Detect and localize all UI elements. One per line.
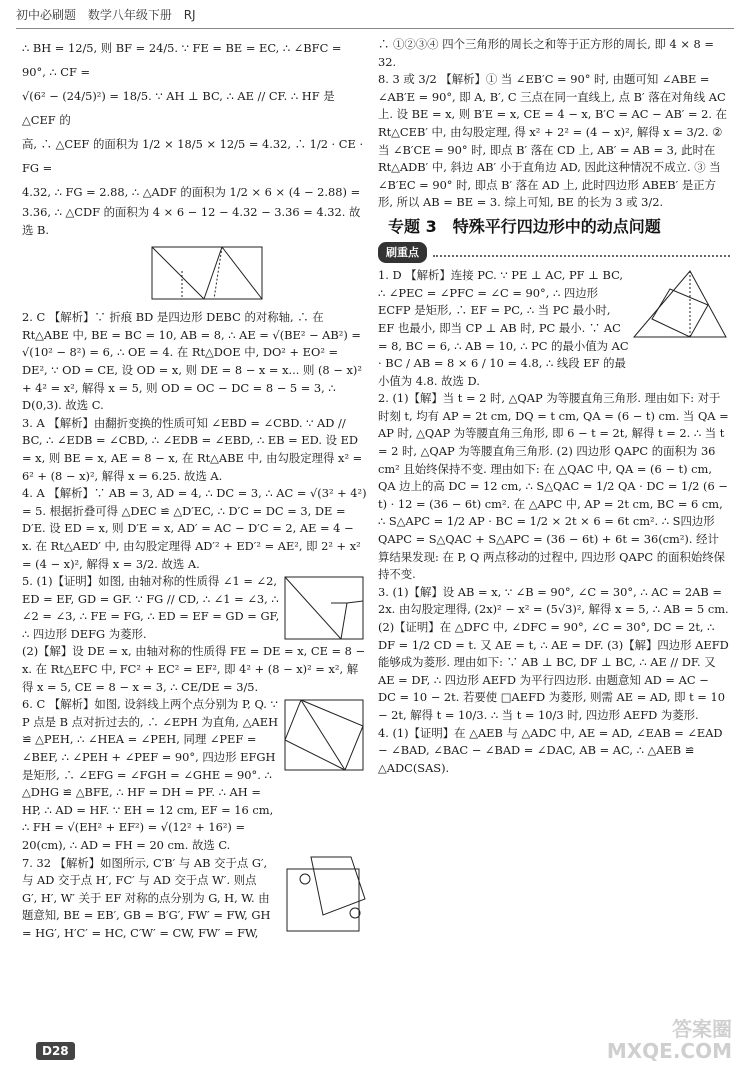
text-line: ∴ BH = 12/5, 则 BF = 24/5. ∵ FE = BE = EC, ∴ ∠BFC = 90°, ∴ CF = [22, 41, 342, 79]
text-line: 高, ∴ △CEF 的面积为 1/2 × 18/5 × 12/5 = 4.32, ∴ 1/2 · CE · FG = [22, 137, 364, 175]
figure-fold-rectangle [281, 573, 367, 643]
edition-label: RJ [183, 8, 196, 22]
answer-5-row [22, 573, 367, 643]
figure-right-triangle [630, 267, 730, 341]
text-line: √(6² − (24/5)²) = 18/5. ∵ AH ⊥ BC, ∴ AE // CF. ∴ HF 是△CEF 的 [22, 89, 335, 127]
book-title: 初中必刷题 [16, 8, 77, 22]
answer-8: 8. 3 或 3/2 【解析】① 当 ∠EB′C = 90° 时, 由题可知 ∠ABE = ∠AB′E = 90°, 即 A, B′, C 三点在同一直线上, 点 B′ 落在对角线 AC 上. 设 BE = x, 则 B′E = x, CE = 4 − x, B′C = AC − AB′ = 2. 在 Rt△CEB′ 中, 由勾股定理, 得 x² + 2² = (4 − x)², 解得 x = 3/2. ② 当 ∠B′CE = 90° 时, 即点 B′ 落在 CD 上, AB′ = AB = 3, 此时在 Rt△ADB′ 中, 斜边 AB′ 小于直角边 AD, 因此这种情况不成立. ③ 当 ∠B′EC = 90° 时, 即点 B′ 落在 AD 上, 此时四边形 ABEB′ 是正方形, 所以 AB = BE = 3. 综上可知, BE 的长为 3 或 3/2. [378, 72, 728, 210]
answer-4: 4. A 【解析】∵ AB = 3, AD = 4, ∴ DC = 3, ∴ AC = √(3² + 4²) = 5. 根据折叠可得 △DEC ≌ △D′EC, ∴ D′C = DC = 3, DE = D′E. 设 ED = x, 则 D′E = x, AD′ = AC − D′C = 2, AE = 4 − x. 在 Rt△AED′ 中, 由勾股定理得 AD′² + ED′² = AE², 即 2² + x² = (4 − x)², 解得 x = 3/2. 故选 A. [22, 486, 367, 571]
answer-7: 7. 32 【解析】如图所示, C′B′ 与 AB 交于点 G′, 与 AD 交于点 H′, FC′ 与 AD 交于点 W′. 则点 G′, H′, W′ 关于 EF 对称的点分别为 G, H, W. 由题意知, BE = EB′, GB = B′G′, FW′ = FW, GH = HG′, H′C′ = HC, C′W′ = CW, FW′ = FW, [22, 855, 271, 940]
watermark-line1: 答案圈 [672, 1017, 732, 1041]
badge-row [378, 242, 730, 264]
watermark-line2: MXQE.COM [606, 1039, 732, 1063]
left-column [22, 36, 367, 943]
section-title: 专题 3 特殊平行四边形中的动点问题 [388, 216, 661, 236]
subject-title: 数学八年级下册 [87, 8, 172, 22]
problem-3: 3. (1)【解】设 AB = x, ∵ ∠B = 90°, ∠C = 30°, ∴ AC = 2AB = 2x. 由勾股定理得, (2x)² − x² = (5√3)², 解得 x = 5, ∴ AB = 5 cm. (2)【证明】在 △DFC 中, ∠DFC = 90°, ∠C = 30°, DC = 2t, ∴ DF = 1/2 CD = t. 又 AE = t, ∴ AE = DF. (3)【解】四边形 AEFD 能够成为菱形. 理由如下: ∵ AB ⊥ BC, DF ⊥ BC, ∴ AE // DF. 又 AE = DF, ∴ 四边形 AEFD 为平行四边形. 由题意知 AD = AC − DC = 10 − 2t. 若要使 □AEFD 为菱形, 则需 AE = AD, 即 t = 10 − 2t, 解得 t = 10/3. ∴ 当 t = 10/3 时, 四边形 AEFD 为菱形. [378, 584, 729, 722]
section-heading [378, 218, 730, 236]
key-badge: 刷重点 [378, 242, 427, 264]
problem-1-row [378, 267, 730, 390]
answer-5-part1: 5. (1)【证明】如图, 由轴对称的性质得 ∠1 = ∠2, ED = EF, GD = GF. ∵ FG // CD, ∴ ∠1 = ∠3, ∴ ∠2 = ∠3, ∴ FE = FG, ∴ ED = EF = GD = GF, ∴ 四边形 DEFG 为菱形. [22, 574, 280, 641]
answer-7-cont: ∴ ①②③④ 四个三角形的周长之和等于正方形的周长, 即 4 × 8 = 32. [378, 37, 714, 69]
answer-6: 6. C 【解析】如图, 设斜线上两个点分别为 P, Q. ∵ P 点是 B 点对折过去的, ∴ ∠EPH 为直角, △AEH ≌ △PEH, ∴ ∠HEA = ∠PEH, 同理 ∠PEF = ∠BEF, ∴ ∠PEH + ∠PEF = 90°, 四边形 EFGH 是矩形, ∴ ∠EFG = ∠FGH = ∠GHE = 90°. ∴ △DHG ≌ △BFE, ∴ HF = DH = PF. ∴ AH = HP, ∴ AD = HF. ∵ EH = 12 cm, EF = 16 cm, ∴ FH = √(EH² + EF²) = √(12² + 16²) = 20(cm), ∴ AD = FH = 20 cm. 故选 C. [22, 697, 279, 852]
dotted-divider [433, 247, 730, 257]
problem-2: 2. (1)【解】当 t = 2 时, △QAP 为等腰直角三角形. 理由如下: 对于时刻 t, 均有 AP = 2t cm, DQ = t cm, QA = (6 − t) cm. 当 QA = AP 时, △QAP 为等腰直角三角形, 即 6 − t = 2t, 解得 t = 2. ∴ 当 t = 2 时, △QAP 为等腰直角三角形. (2) 四边形 QAPC 的面积为 36 cm² 且始终保持不变. 理由如下: 在 △QAC 中, QA = (6 − t) cm, QA 边上的高 DC = 12 cm, ∴ S△QAC = 1/2 QA · DC = 1/2 (6 − t) · 12 = (36 − 6t) cm². 在 △APC 中, AP = 2t cm, BC = 6 cm, ∴ S△APC = 1/2 AP · BC = 1/2 × 2t × 6 = 6t cm². ∴ S四边形QAPC = S△QAC + S△APC = (36 − 6t) + 6t = 36(cm²). 经计算结果发现: 在 P, Q 两点移动的过程中, 四边形 QAPC 的面积始终保持不变. [378, 391, 729, 582]
text-line: 4.32, ∴ FG = 2.88, ∴ △ADF 的面积为 1/2 × 6 × (4 − 2.88) = [22, 185, 361, 199]
text-line: 3.36, ∴ △CDF 的面积为 4 × 6 − 12 − 4.32 − 3.36 = 4.32. 故选 B. [22, 205, 361, 237]
figure-rectangle-abcd [142, 241, 272, 307]
answer-7-row [22, 855, 367, 943]
figure-rectangle-efgh [281, 696, 367, 776]
answer-5-part2: (2)【解】设 DE = x, 由轴对称的性质得 FE = DE = x, CE = 8 − x. 在 Rt△EFC 中, FC² + EC² = EF², 即 4² + (8 − x)² = x², 解得 x = 5, CE = 8 − x = 3, ∴ CE/DE = 3/5. [22, 644, 366, 694]
answer-2: 2. C 【解析】∵ 折痕 BD 是四边形 DEBC 的对称轴, ∴ 在 Rt△ABE 中, BE = BC = 10, AB = 8, ∴ AE = √(BE² − AB²) = √(10² − 8²) = 6, ∴ OE = 4. 在 Rt△DOE 中, DO² + EO² = DE², ∵ OD = CE, 设 OD = x, 则 DE = 8 − x = x... 则 (8 − x)² + 4² = x², 解得 x = 5, 则 OD = OC − DC = 8 − 5 = 3, ∴ D(0,3). 故选 C. [22, 310, 362, 413]
figure-square-fold [275, 855, 367, 935]
page-header [16, 6, 734, 29]
answer-3: 3. A 【解析】由翻折变换的性质可知 ∠EBD = ∠CBD. ∵ AD // BC, ∴ ∠EDB = ∠CBD, ∴ ∠EDB = ∠EBD, ∴ EB = ED. 设 ED = x, 则 BE = x, AE = 8 − x, 在 Rt△ABE 中, 由勾股定理得 x² = 6² + (8 − x)², 解得 x = 6.25. 故选 A. [22, 415, 363, 483]
answer-6-row [22, 696, 367, 854]
right-column [378, 36, 730, 777]
problem-4: 4. (1)【证明】在 △AEB 与 △ADC 中, AE = AD, ∠EAB = ∠EAD − ∠BAD, ∠BAC − ∠BAD = ∠DAC, AB = AC, ∴ △AEB ≌ △ADC(SAS). [378, 725, 723, 775]
problem-1: 1. D 【解析】连接 PC. ∵ PE ⊥ AC, PF ⊥ BC, ∴ ∠PEC = ∠PFC = ∠C = 90°, ∴ 四边形 ECFP 是矩形, ∴ EF = PC, ∴ 当 PC 最小时, EF 也最小, 即当 CP ⊥ AB 时, PC 最小. ∵ AC = 8, BC = 6, ∴ AB = 10, ∴ PC 的最小值为 AC · BC / AB = 8 × 6 / 10 = 4.8, ∴ 线段 EF 的最小值为 4.8. 故选 D. [378, 268, 629, 388]
page-number: D28 [36, 1042, 75, 1060]
watermark [607, 1018, 732, 1062]
